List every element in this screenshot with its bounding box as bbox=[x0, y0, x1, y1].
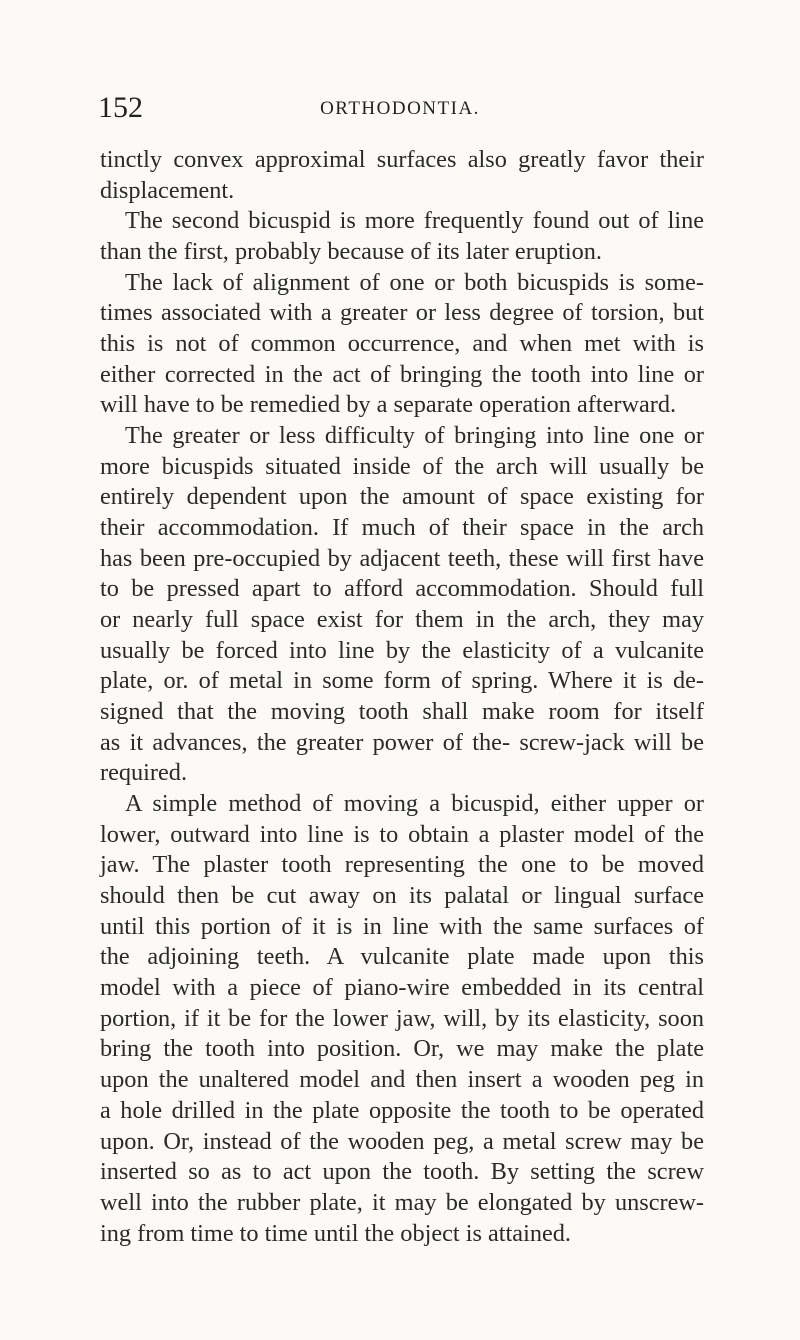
text-line: signed that the moving tooth shall make room for itself bbox=[100, 698, 704, 726]
text-line: than the first, probably because of its later eruption. bbox=[100, 238, 602, 266]
text-line: this is not of common occurrence, and when met with is bbox=[100, 330, 704, 358]
text-line: to be pressed apart to afford accommodation. Should full bbox=[100, 575, 704, 603]
text-line: portion, if it be for the lower jaw, will, by its elasticity, soon bbox=[100, 1004, 704, 1032]
text-line: The greater or less difficulty of bringing into line one or bbox=[125, 422, 704, 450]
text-line: lower, outward into line is to obtain a plaster model of the bbox=[100, 820, 704, 848]
page-number: 152 bbox=[98, 91, 143, 124]
text-line: The second bicuspid is more frequently found out of line bbox=[125, 207, 704, 235]
text-line: should then be cut away on its palatal or lingual surface bbox=[100, 882, 704, 910]
text-line: usually be forced into line by the elasticity of a vulcanite bbox=[100, 636, 704, 664]
text-line: entirely dependent upon the amount of space existing for bbox=[100, 483, 704, 511]
text-line: a hole drilled in the plate opposite the tooth to be operated bbox=[100, 1096, 704, 1124]
text-line: well into the rubber plate, it may be elongated by unscrew- bbox=[100, 1188, 704, 1216]
running-head: ORTHODONTIA. bbox=[320, 98, 480, 119]
text-line: upon the unaltered model and then insert a wooden peg in bbox=[100, 1066, 704, 1094]
text-line: The lack of alignment of one or both bicuspids is some- bbox=[125, 268, 704, 296]
text-line: model with a piece of piano-wire embedded in its central bbox=[100, 974, 704, 1002]
text-line: or nearly full space exist for them in the arch, they may bbox=[100, 606, 704, 634]
text-line: the adjoining teeth. A vulcanite plate made upon this bbox=[100, 943, 704, 971]
text-line: upon. Or, instead of the wooden peg, a metal screw may be bbox=[100, 1127, 704, 1155]
text-line: times associated with a greater or less degree of torsion, but bbox=[100, 299, 704, 327]
text-line: jaw. The plaster tooth representing the one to be moved bbox=[100, 851, 704, 879]
text-line: displacement. bbox=[100, 176, 235, 204]
page-header bbox=[0, 93, 800, 133]
text-line: ing from time to time until the object is attained. bbox=[100, 1219, 571, 1247]
text-line: their accommodation. If much of their space in the arch bbox=[100, 514, 704, 542]
text-line: either corrected in the act of bringing the tooth into line or bbox=[100, 360, 704, 388]
text-line: more bicuspids situated inside of the arch will usually be bbox=[100, 452, 704, 480]
body-text bbox=[100, 145, 704, 1249]
text-line: until this portion of it is in line with the same surfaces of bbox=[100, 912, 704, 940]
text-line: has been pre-occupied by adjacent teeth, these will first have bbox=[100, 544, 704, 572]
text-line: as it advances, the greater power of the- screw-jack will be bbox=[100, 728, 704, 756]
text-line: will have to be remedied by a separate operation afterward. bbox=[100, 391, 677, 419]
text-line: inserted so as to act upon the tooth. By setting the screw bbox=[100, 1158, 704, 1186]
text-line: bring the tooth into position. Or, we may make the plate bbox=[100, 1035, 704, 1063]
text-line: required. bbox=[100, 759, 188, 787]
text-line: A simple method of moving a bicuspid, either upper or bbox=[125, 790, 704, 818]
text-line: plate, or. of metal in some form of spring. Where it is de- bbox=[100, 667, 704, 695]
text-line: tinctly convex approximal surfaces also greatly favor their bbox=[100, 146, 704, 173]
